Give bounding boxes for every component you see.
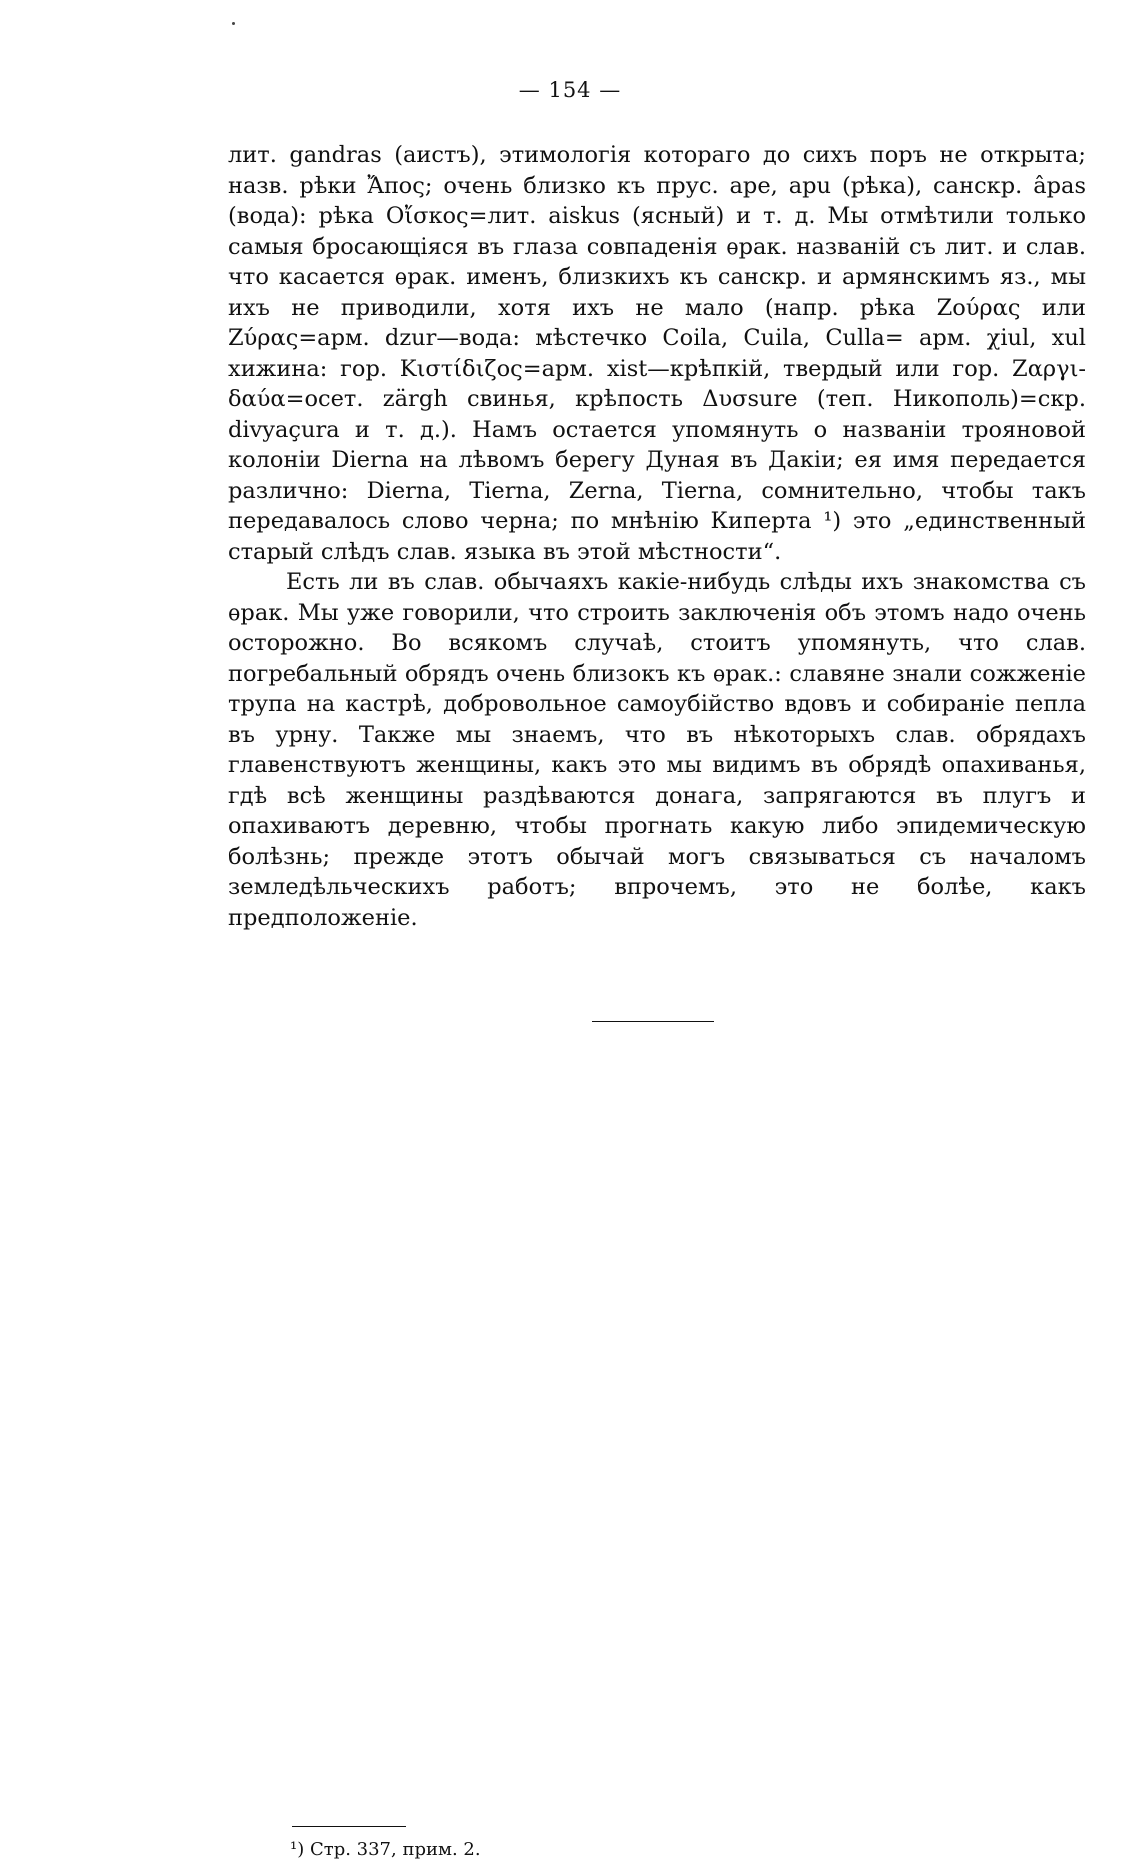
scan-speck — [232, 22, 235, 25]
paragraph-2: Есть ли въ слав. обычаяхъ какіе-нибудь слѣды ихъ знакомства съ ѳрак. Мы уже говорили, что строить заключенія объ этомъ надо очень осторожно. Во всякомъ случаѣ, стоитъ упомянуть, что слав. погребальный обрядъ очень близокъ къ ѳрак.: славяне знали сожженіе трупа на кастрѣ, добровольное самоубійство вдовъ и собираніе пепла въ урну. Также мы знаемъ, что въ нѣкоторыхъ слав. обрядахъ главенствуютъ женщины, какъ это мы видимъ въ обрядѣ опахиванья, гдѣ всѣ женщины раздѣваются донага, запрягаются въ плугъ и опахиваютъ деревню, чтобы прогнать какую либо эпидемическую болѣзнь; прежде этотъ обычай могъ связываться съ началомъ земледѣльческихъ работъ; впрочемъ, это не болѣе, какъ предположеніе. — [228, 569, 1086, 931]
paragraph-1: лит. gandras (аистъ), этимологія котораго до сихъ поръ не открыта; назв. рѣки Ἄπος; очень близко къ прус. ape, apu (рѣка), санскр. âpas (вода): рѣка Οἴσκος=лит. aiskus (ясный) и т. д. Мы отмѣтили только самыя бросающіяся въ глаза совпаденія ѳрак. названій съ лит. и слав. что касается ѳрак. именъ, близкихъ къ санскр. и армянскимъ яз., мы ихъ не приводили, хотя ихъ не мало (напр. рѣка Ζούρας или Ζύρας=арм. dzur—вода: мѣстечко Coila, Cuila, Culla= арм. χiul, xul хижина: гор. Κιστίδιζος=арм. xist—крѣпкій, твердый или гор. Ζαργι-δαύα=осет. zärgh свинья, крѣпость Δυσsure (теп. Никополь)=скр. divyaçura и т. д.). Намъ остается упомянуть о названіи трояновой колоніи Dierna на лѣвомъ берегу Дуная въ Дакіи; ея имя передается различно: Dierna, Tierna, Zerna, Tierna, сомнительно, чтобы такъ передавалось слово черна; по мнѣнію Киперта ¹) это „единственный старый слѣдъ слав. языка въ этой мѣстности“. — [228, 142, 1086, 565]
body-text — [228, 140, 1086, 933]
page-number: — 154 — — [518, 78, 622, 102]
section-divider — [592, 1021, 714, 1022]
footnote: ¹) Стр. 337, прим. 2. — [290, 1839, 481, 1860]
footnote-divider — [292, 1826, 406, 1827]
